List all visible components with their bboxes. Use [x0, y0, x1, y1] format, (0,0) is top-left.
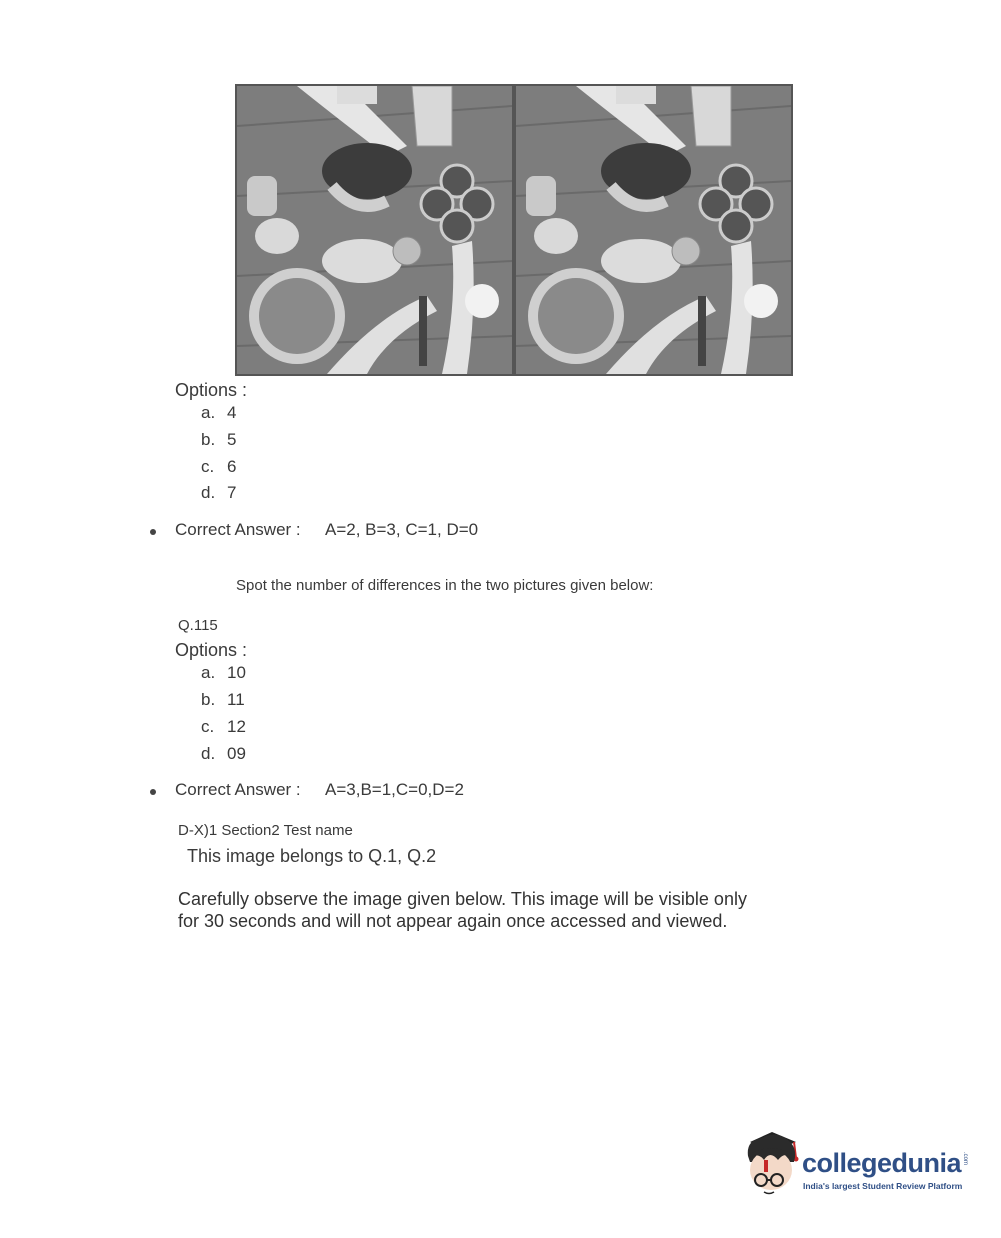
option-letter: b.	[201, 690, 216, 709]
correct-answer-value: A=3,B=1,C=0,D=2	[325, 780, 464, 799]
option-b	[201, 430, 236, 450]
instruction-line: for 30 seconds and will not appear again once accessed and viewed.	[178, 911, 728, 931]
correct-answer	[175, 780, 464, 800]
instruction-line: Carefully observe the image given below. This image will be visible only	[178, 889, 747, 909]
spot-difference-image	[235, 84, 793, 376]
option-value: 5	[227, 430, 237, 449]
option-value: 10	[227, 663, 246, 682]
option-value: 12	[227, 717, 246, 736]
correct-answer	[175, 520, 478, 540]
question-number: Q.115	[178, 617, 218, 634]
correct-answer-label: Correct Answer :	[175, 780, 301, 799]
mascot-logo-icon	[742, 1130, 804, 1202]
option-a	[201, 403, 236, 423]
correct-answer-label: Correct Answer :	[175, 520, 301, 539]
correct-answer-value: A=2, B=3, C=1, D=0	[325, 520, 479, 539]
logo-suffix: .com	[962, 1152, 968, 1166]
bullet-icon	[150, 789, 156, 795]
option-d	[201, 483, 236, 503]
options-label: Options :	[175, 380, 248, 400]
bullet-icon	[150, 529, 156, 535]
options-label: Options :	[175, 640, 248, 660]
question-prompt: Spot the number of differences in the two pictures given below:	[236, 577, 654, 594]
logo-wordmark: collegedunia	[802, 1148, 962, 1178]
option-letter: c.	[201, 717, 215, 736]
option-letter: d.	[201, 483, 216, 502]
option-letter: c.	[201, 457, 215, 476]
option-value: 7	[227, 483, 237, 502]
option-letter: a.	[201, 663, 216, 682]
spot-difference-illustration	[237, 86, 791, 374]
option-a	[201, 663, 246, 683]
option-value: 4	[227, 403, 237, 422]
option-value: 6	[227, 457, 237, 476]
option-b	[201, 690, 245, 710]
option-c	[201, 717, 246, 737]
option-d	[201, 744, 246, 764]
instruction-text	[178, 888, 798, 932]
option-value: 11	[227, 690, 245, 709]
option-c	[201, 457, 236, 477]
option-letter: a.	[201, 403, 216, 422]
option-letter: d.	[201, 744, 216, 763]
test-name: D-X)1 Section2 Test name	[178, 822, 353, 839]
option-value: 09	[227, 744, 246, 763]
logo-tagline: India's largest Student Review Platform	[803, 1181, 963, 1191]
option-letter: b.	[201, 430, 216, 449]
image-belongs-note: This image belongs to Q.1, Q.2	[187, 846, 437, 866]
